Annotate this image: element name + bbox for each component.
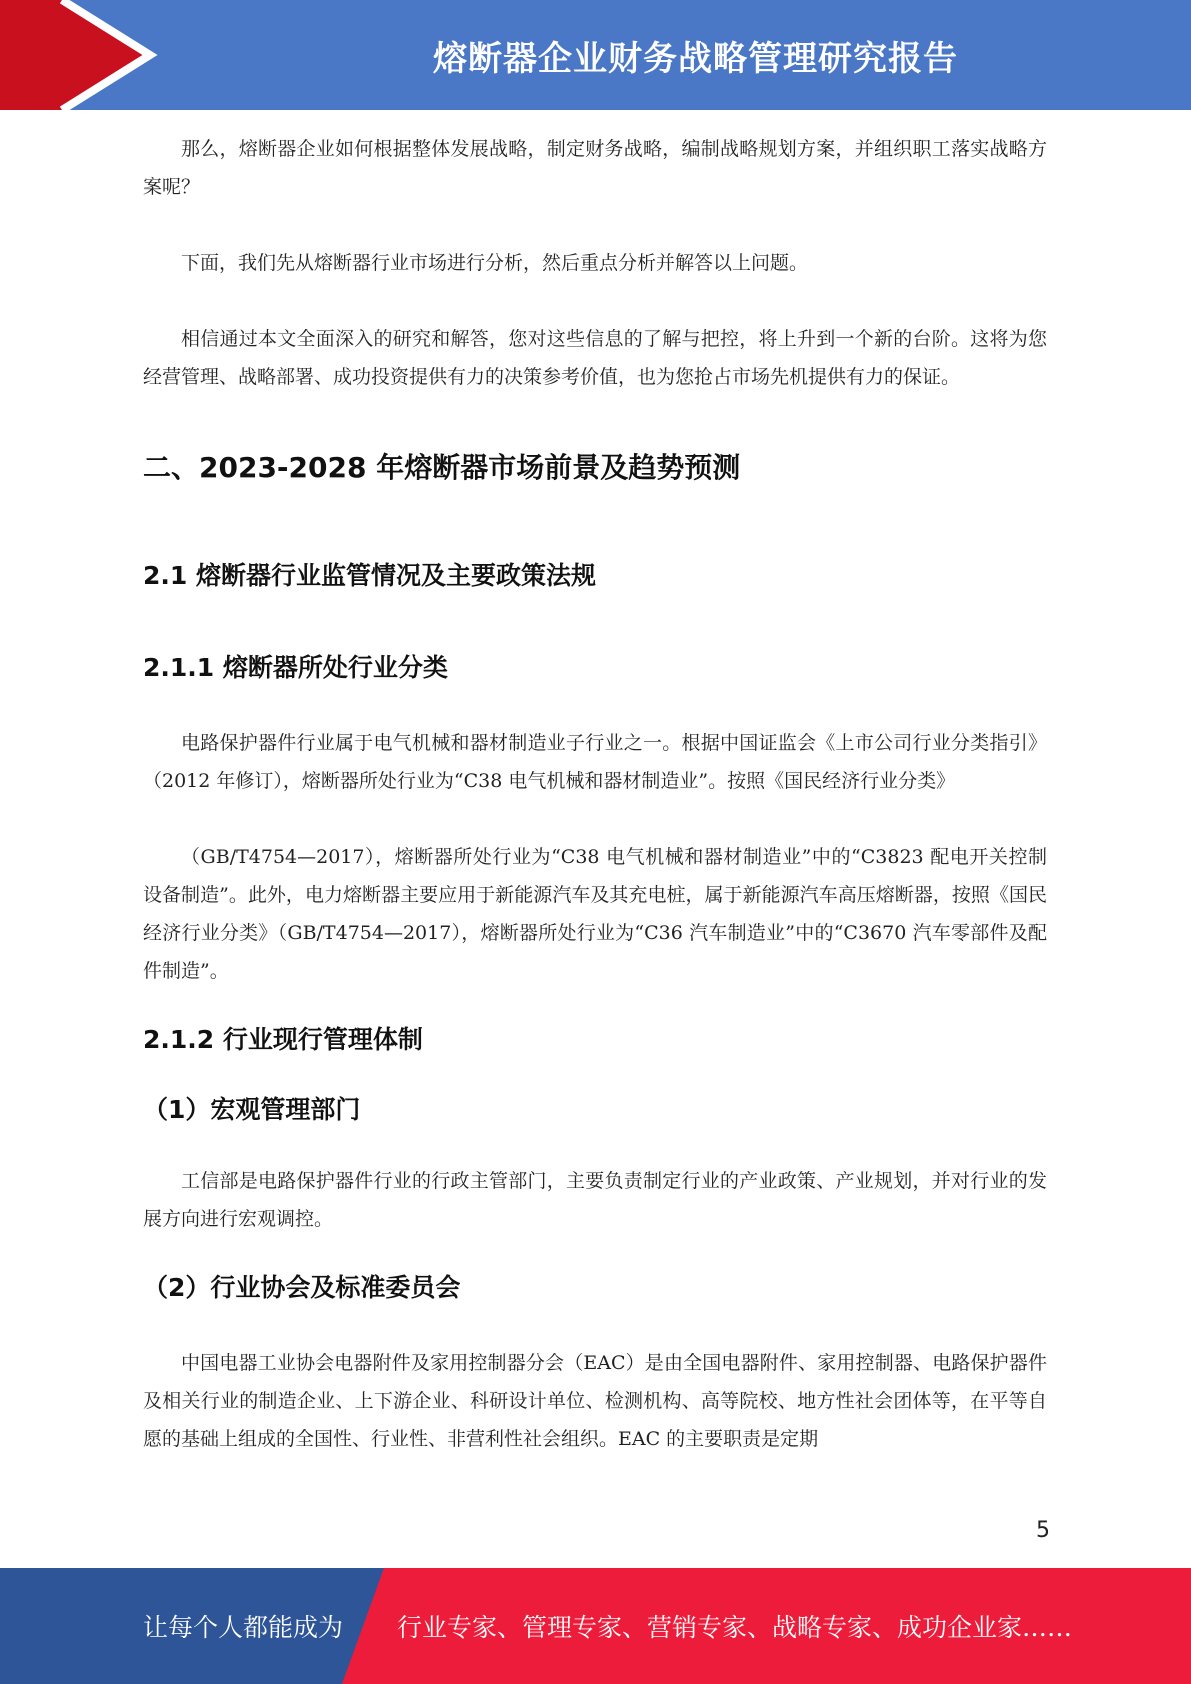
section-heading: 二、2023-2028 年熔断器市场前景及趋势预测 (143, 451, 741, 484)
report-title: 熔断器企业财务战略管理研究报告 (433, 38, 958, 79)
subsection-heading: 2.1 熔断器行业监管情况及主要政策法规 (143, 561, 596, 590)
page-footer (0, 1568, 1191, 1684)
footer-slogan-left: 让每个人都能成为 (143, 1613, 344, 1642)
report-body (143, 130, 1047, 1458)
paragraph: 那么，熔断器企业如何根据整体发展战略，制定财务战略，编制战略规划方案，并组织职工落实战略方案呢？ (143, 138, 1047, 198)
footer-slogan-right: 行业专家、管理专家、营销专家、战略专家、成功企业家…… (397, 1613, 1073, 1642)
paragraph: 下面，我们先从熔断器行业市场进行分析，然后重点分析并解答以上问题。 (181, 252, 809, 274)
item-heading: （1）宏观管理部门 (143, 1095, 361, 1124)
item-heading: （2）行业协会及标准委员会 (143, 1273, 461, 1302)
page-number: 5 (1036, 1518, 1050, 1543)
subsubsection-heading: 2.1.2 行业现行管理体制 (143, 1025, 423, 1054)
subsubsection-heading: 2.1.1 熔断器所处行业分类 (143, 653, 448, 682)
header-arrow-decoration (0, 0, 160, 110)
paragraph: 中国电器工业协会电器附件及家用控制器分会（EAC）是由全国电器附件、家用控制器、电路保护器件及相关行业的制造企业、上下游企业、科研设计单位、检测机构、高等院校、地方性社会团体等，在平等自愿的基础上组成的全国性、行业性、非营利性社会组织。EAC 的主要职责是定期 (143, 1352, 1047, 1450)
paragraph: （GB/T4754—2017），熔断器所处行业为“C38 电气机械和器材制造业”中的“C3823 配电开关控制设备制造”。此外，电力熔断器主要应用于新能源汽车及其充电桩，属于新能源汽车高压熔断器，按照《国民经济行业分类》（GB/T4754—2017），熔断器所处行业为“C36 汽车制造业”中的“C3670 汽车零部件及配件制造”。 (143, 846, 1047, 982)
paragraph: 工信部是电路保护器件行业的行政主管部门，主要负责制定行业的产业政策、产业规划，并对行业的发展方向进行宏观调控。 (143, 1170, 1047, 1230)
paragraph: 电路保护器件行业属于电气机械和器材制造业子行业之一。根据中国证监会《上市公司行业分类指引》（2012 年修订），熔断器所处行业为“C38 电气机械和器材制造业”。按照《国民经济行业分类》 (143, 732, 1047, 792)
paragraph: 相信通过本文全面深入的研究和解答，您对这些信息的了解与把控，将上升到一个新的台阶。这将为您经营管理、战略部署、成功投资提供有力的决策参考价值，也为您抢占市场先机提供有力的保证。 (143, 328, 1047, 388)
page-header (0, 0, 1191, 110)
